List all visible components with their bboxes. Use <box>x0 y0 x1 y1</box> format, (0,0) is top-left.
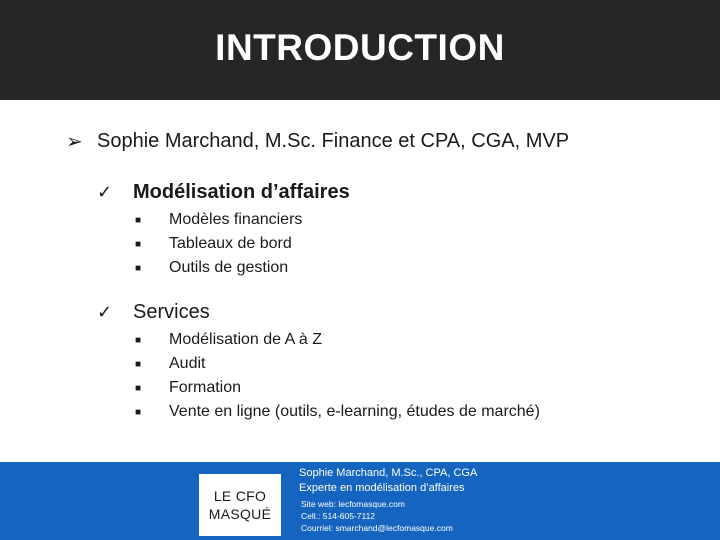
square-bullet-icon: ■ <box>135 214 142 226</box>
square-bullet-icon: ■ <box>135 382 142 394</box>
list-item <box>135 355 205 373</box>
contact-email: Courriel: smarchand@lecfomasque.com <box>301 523 453 533</box>
contact-name: Sophie Marchand, M.Sc., CPA, CGA <box>299 467 478 479</box>
arrow-bullet-icon: ➢ <box>66 131 83 153</box>
logo-line-1: LE CFO <box>213 488 267 504</box>
check-bullet-icon: ✓ <box>97 302 113 322</box>
main-bullet <box>66 129 569 154</box>
list-item-text: Vente en ligne (outils, e-learning, études de marché) <box>169 403 540 420</box>
list-item <box>135 403 540 421</box>
contact-phone: Cell.: 514-605-7112 <box>301 511 376 521</box>
list-item-text: Modélisation de A à Z <box>169 331 322 348</box>
list-item <box>135 379 241 397</box>
title-bar <box>0 0 720 100</box>
square-bullet-icon: ■ <box>135 406 142 418</box>
contact-role: Experte en modélisation d’affaires <box>299 482 465 494</box>
square-bullet-icon: ■ <box>135 262 142 274</box>
check-bullet-icon: ✓ <box>97 182 113 202</box>
list-item-text: Tableaux de bord <box>169 235 292 252</box>
list-item <box>135 259 288 277</box>
square-bullet-icon: ■ <box>135 238 142 250</box>
contact-info <box>299 466 477 534</box>
list-item-text: Formation <box>169 379 242 396</box>
square-bullet-icon: ■ <box>135 358 142 370</box>
list-item-text: Audit <box>169 355 206 372</box>
footer-banner <box>0 462 720 540</box>
cfo-masque-logo <box>199 474 281 536</box>
list-item <box>135 235 292 253</box>
contact-website: Site web: lecfomasque.com <box>301 499 405 509</box>
list-item <box>135 331 322 349</box>
section-heading-services <box>97 301 210 324</box>
section-heading-text: Modélisation d’affaires <box>133 181 350 203</box>
main-bullet-text: Sophie Marchand, M.Sc. Finance et CPA, CGA, MVP <box>97 130 570 152</box>
square-bullet-icon: ■ <box>135 334 142 346</box>
section-heading-modelisation <box>97 181 350 204</box>
list-item <box>135 211 302 229</box>
slide-content <box>0 100 720 462</box>
slide-title: INTRODUCTION <box>215 27 505 68</box>
logo-line-2: MASQUÉ <box>208 506 272 522</box>
list-item-text: Outils de gestion <box>169 259 289 276</box>
list-item-text: Modèles financiers <box>169 211 303 228</box>
section-heading-text: Services <box>133 301 210 323</box>
